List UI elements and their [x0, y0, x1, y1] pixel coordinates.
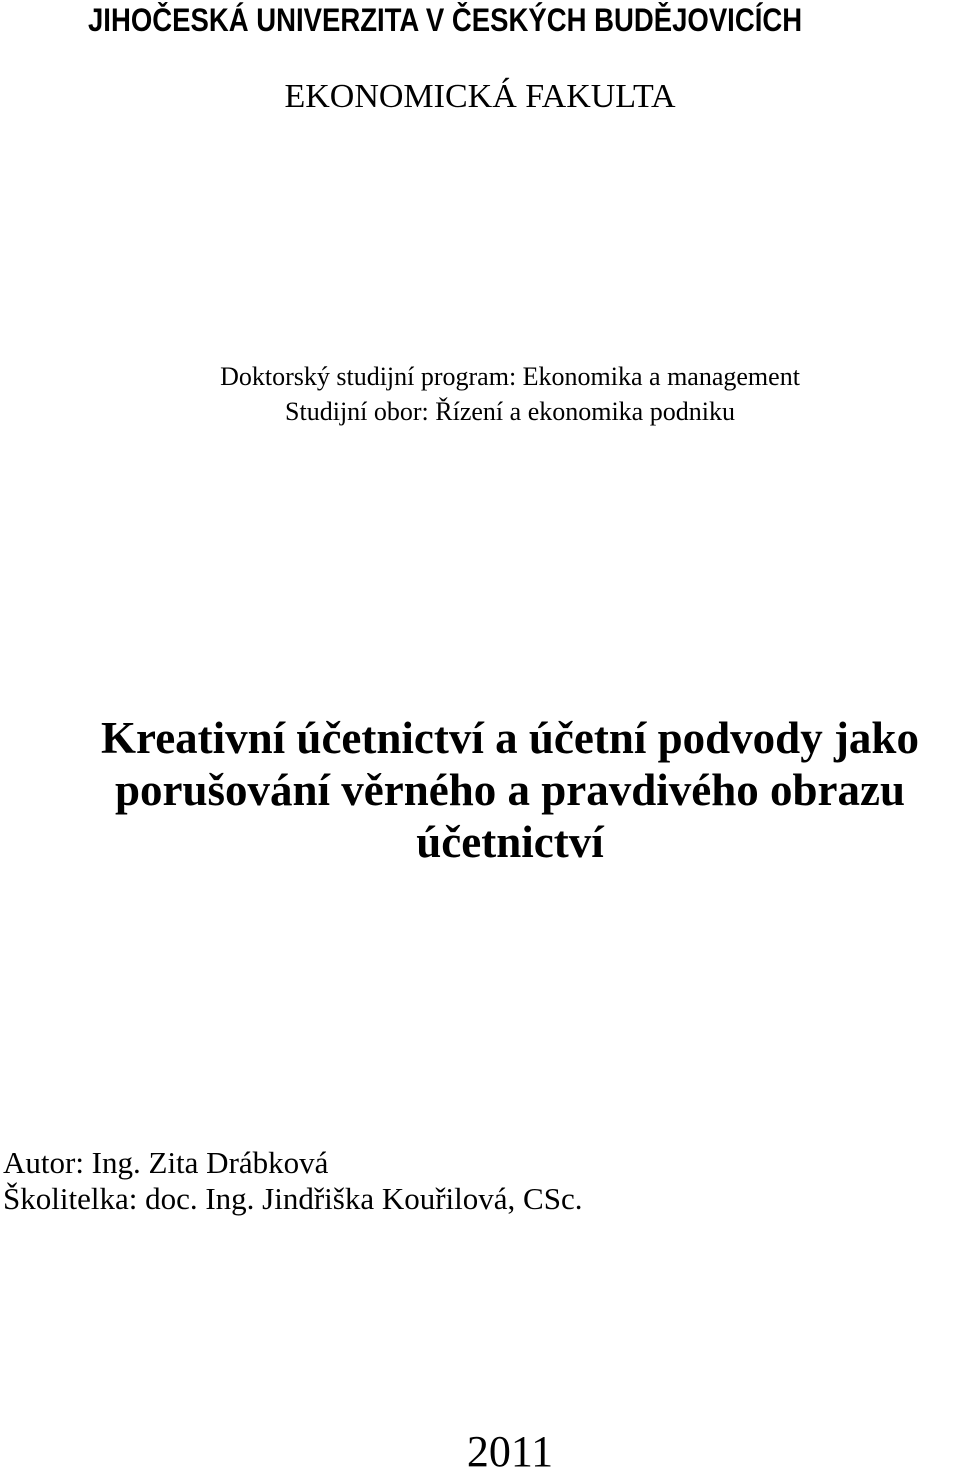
author-block — [3, 1145, 582, 1217]
supervisor-name: Školitelka: doc. Ing. Jindřiška Kouřilová, CSc. — [3, 1181, 583, 1216]
study-program: Doktorský studijní program: Ekonomika a management — [220, 362, 800, 391]
thesis-title-line: porušování věrného a pravdivého obrazu — [114, 765, 906, 815]
thesis-title-line: Kreativní účetnictví a účetní podvody jako — [101, 713, 919, 763]
author-name: Autor: Ing. Zita Drábková — [3, 1145, 329, 1180]
year: 2011 — [466, 1427, 554, 1476]
university-name: JIHOČESKÁ UNIVERZITA V ČESKÝCH BUDĚJOVICÍCH — [88, 2, 803, 38]
study-field: Studijní obor: Řízení a ekonomika podniku — [285, 397, 735, 426]
thesis-title — [0, 712, 960, 868]
faculty-name: EKONOMICKÁ FAKULTA — [284, 78, 676, 115]
thesis-title-line: účetnictví — [416, 817, 604, 867]
